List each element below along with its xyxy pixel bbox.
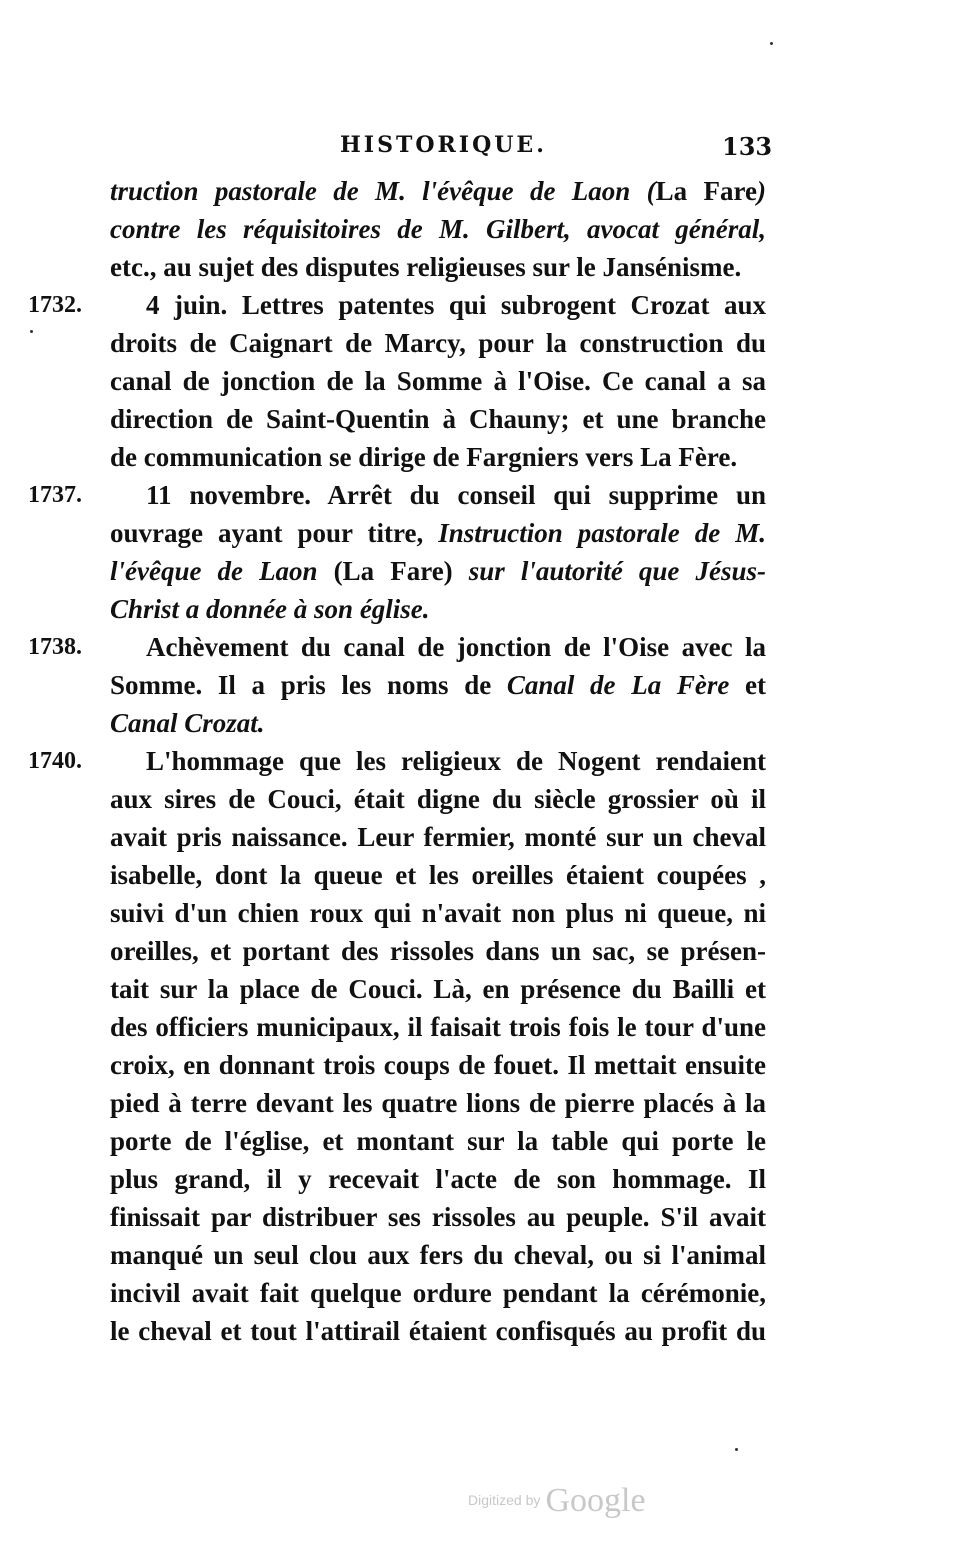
text-segment: tait sur la place de Couci. Là, en présence du Bailli et	[110, 974, 766, 1004]
text-segment: direction de Saint-Quentin à Chauny; et une branche	[110, 404, 766, 434]
text-line	[110, 1008, 766, 1046]
text-line	[110, 1198, 766, 1236]
text-segment: manqué un seul clou aux fers du cheval, ou si l'animal	[110, 1240, 766, 1270]
text-segment: Somme. Il a pris les noms de	[110, 670, 507, 700]
text-line	[146, 628, 766, 666]
italic-text: Christ a donnée à son église.	[110, 594, 430, 624]
text-line	[110, 932, 766, 970]
scan-speck	[770, 42, 773, 45]
margin-year: 1737.	[28, 482, 82, 508]
text-line	[110, 210, 766, 248]
text-line	[110, 856, 766, 894]
margin-year: 1732.	[28, 292, 82, 318]
text-segment: croix, en donnant trois coups de fouet. Il mettait ensuite	[110, 1050, 766, 1080]
digitized-brand: Google	[545, 1482, 646, 1519]
italic-text: l'évêque de Laon	[110, 556, 334, 586]
digitized-prefix: Digitized by	[468, 1492, 541, 1508]
text-segment: canal de jonction de la Somme à l'Oise. Ce canal a sa	[110, 366, 766, 396]
italic-text: truction pastorale de M. l'évêque de Laon	[110, 176, 631, 206]
text-line	[110, 400, 766, 438]
text-line	[110, 324, 766, 362]
text-segment: le cheval et tout l'attirail étaient confisqués au profit du	[110, 1316, 766, 1346]
text-line	[110, 970, 766, 1008]
text-line	[110, 1122, 766, 1160]
text-line	[110, 362, 766, 400]
margin-year: 1740.	[28, 748, 82, 774]
text-segment: ouvrage ayant pour titre,	[110, 518, 439, 548]
text-segment: (La Fare)	[333, 556, 469, 586]
italic-text: Canal de La Fère	[506, 670, 730, 700]
text-segment: porte de l'église, et montant sur la table qui porte le	[110, 1126, 766, 1156]
text-segment: suivi d'un chien roux qui n'avait non plus ni queue, ni	[110, 898, 766, 928]
text-line	[110, 1274, 766, 1312]
digitized-watermark	[468, 1482, 646, 1522]
text-segment: etc., au sujet des disputes religieuses sur le Jansénisme.	[110, 252, 742, 282]
text-segment: aux sires de Couci, était digne du siècle grossier où il	[110, 784, 766, 814]
text-line	[110, 1236, 766, 1274]
text-line	[110, 590, 766, 628]
margin-year: 1738.	[28, 634, 82, 660]
text-line	[110, 818, 766, 856]
text-segment: Achèvement du canal de jonction de l'Oise avec la	[146, 632, 766, 662]
text-segment: La Fare	[655, 176, 758, 206]
text-line	[110, 248, 766, 286]
text-segment: finissait par distribuer ses rissoles au peuple. S'il avait	[110, 1202, 766, 1232]
text-line	[110, 780, 766, 818]
text-line	[110, 1046, 766, 1084]
text-segment: droits de Caignart de Marcy, pour la construction du	[110, 328, 766, 358]
text-segment: plus grand, il y recevait l'acte de son hommage. Il	[110, 1164, 766, 1194]
text-line	[110, 894, 766, 932]
italic-text: Canal Crozat.	[110, 708, 265, 738]
text-line	[146, 742, 766, 780]
text-segment: des officiers municipaux, il faisait trois fois le tour d'une	[110, 1012, 766, 1042]
italic-text: (	[630, 176, 656, 206]
italic-text: )	[757, 176, 766, 206]
running-head	[0, 132, 965, 162]
text-line	[110, 666, 766, 704]
text-line	[146, 476, 766, 514]
text-line	[146, 286, 766, 324]
text-line	[110, 1160, 766, 1198]
text-segment: avait pris naissance. Leur fermier, monté sur un cheval	[110, 822, 766, 852]
text-line	[110, 552, 766, 590]
text-line	[110, 1084, 766, 1122]
text-segment: pied à terre devant les quatre lions de pierre placés à la	[110, 1088, 766, 1118]
italic-text: contre les réquisitoires de M. Gilbert, avocat général,	[110, 214, 766, 244]
scan-speck	[30, 330, 33, 333]
page-number: 133	[722, 132, 773, 161]
text-segment: L'hommage que les religieux de Nogent rendaient	[146, 746, 766, 776]
text-line	[110, 704, 766, 742]
text-segment: 11 novembre. Arrêt du conseil qui supprime un	[146, 480, 766, 510]
text-segment: oreilles, et portant des rissoles dans un sac, se présen-	[110, 936, 766, 966]
italic-text: Instruction pastorale de M.	[438, 518, 766, 548]
text-line	[110, 172, 766, 210]
text-segment: incivil avait fait quelque ordure pendant la cérémonie,	[110, 1278, 766, 1308]
text-line	[110, 438, 766, 476]
text-line	[110, 514, 766, 552]
text-segment: isabelle, dont la queue et les oreilles étaient coupées ,	[110, 860, 766, 890]
text-segment: 4 juin. Lettres patentes qui subrogent Crozat aux	[146, 290, 766, 320]
text-segment: de communication se dirige de Fargniers vers La Fère.	[110, 442, 738, 472]
text-line	[110, 1312, 766, 1350]
text-segment: et	[729, 670, 766, 700]
running-title: HISTORIQUE.	[340, 132, 547, 158]
italic-text: sur l'autorité que Jésus-	[468, 556, 766, 586]
scan-speck	[735, 1448, 738, 1451]
